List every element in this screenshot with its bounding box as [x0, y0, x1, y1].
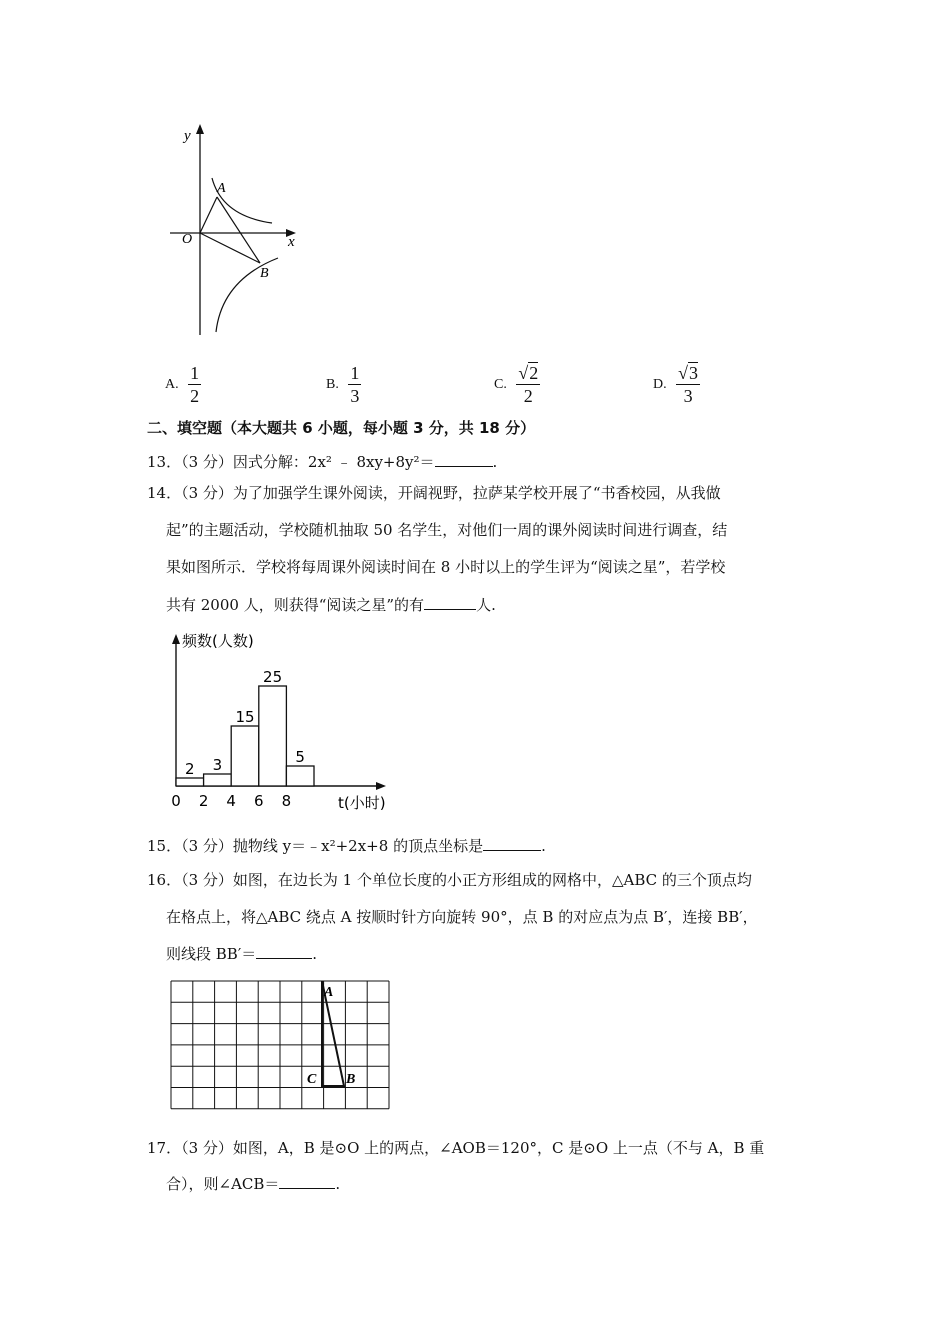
option-b[interactable] — [326, 363, 361, 407]
option-c-fraction: $\frac{√2}{2}$ — [518, 363, 539, 406]
x-axis-label: x — [288, 234, 295, 250]
y-axis-arrow — [196, 124, 204, 134]
q16-answer-blank[interactable] — [256, 944, 312, 959]
q17-line2-text: 合），则∠ACB＝ — [166, 1175, 280, 1193]
question-15 — [147, 832, 546, 860]
option-d[interactable] — [653, 363, 700, 407]
q13-answer-blank[interactable] — [435, 452, 493, 467]
option-c-radicand: 2 — [529, 363, 539, 383]
histogram-bar-0 — [176, 778, 204, 786]
q15-answer-blank[interactable] — [483, 836, 541, 851]
histogram-bar-1 — [204, 774, 232, 786]
histogram-bar-label-1: 3 — [212, 756, 223, 774]
option-d-radicand: 3 — [689, 363, 699, 383]
histogram-tick-8: 8 — [281, 792, 292, 810]
q14-line2: 起”的主题活动，学校随机抽取 50 名学生，对他们一周的课外阅读时间进行调查，结 — [166, 521, 728, 539]
histogram-bar-label-3: 25 — [263, 668, 283, 686]
q14-line4-text: 共有 2000 人，则获得“阅读之星”的有 — [166, 596, 425, 614]
q14-answer-blank[interactable] — [424, 595, 476, 610]
q16-line1: 16．（3 分）如图，在边长为 1 个单位长度的小正方形组成的网格中，△ABC 的三个顶点均 — [147, 871, 752, 889]
q16-line3-text: 则线段 BB′＝ — [166, 945, 257, 963]
grid-lines — [171, 981, 389, 1109]
origin-label: O — [182, 232, 193, 247]
grid-triangle-figure — [168, 978, 392, 1114]
q13-suffix: . — [492, 453, 498, 471]
q16-line2: 在格点上，将△ABC 绕点 A 按顺时针方向旋转 90°，点 B 的对应点为点 B′，连接 BB′， — [166, 908, 758, 926]
option-a-numerator: 1 — [190, 363, 200, 383]
histogram-tick-6: 6 — [254, 792, 264, 810]
option-a-denominator: 2 — [190, 386, 200, 406]
option-b-numerator: 1 — [350, 363, 360, 383]
histogram-y-label: 频数(人数) — [182, 632, 254, 650]
grid-label-c: C — [307, 1072, 317, 1087]
histogram-bar-label-4: 5 — [295, 748, 305, 766]
option-a-fraction — [188, 363, 201, 407]
histogram-bar-3 — [259, 686, 287, 786]
histogram-tick-4: 4 — [226, 792, 236, 810]
option-b-label: B. — [326, 377, 339, 392]
histogram-x-label: t(小时) — [338, 794, 386, 812]
option-a-label: A. — [165, 377, 179, 392]
option-c-denominator: 2 — [523, 386, 533, 406]
histogram-bar-label-0: 2 — [185, 760, 195, 778]
option-a[interactable] — [165, 363, 201, 407]
segment-ab — [217, 197, 260, 263]
q17-line2-suffix: . — [335, 1175, 341, 1193]
histogram-x-axis-arrow — [376, 782, 386, 790]
question-13 — [147, 448, 497, 476]
q17-line2 — [166, 1170, 340, 1198]
point-b-label: B — [260, 266, 269, 281]
option-d-denominator: 3 — [683, 386, 693, 406]
option-b-fraction — [348, 363, 361, 407]
q14-line4 — [166, 591, 496, 619]
q13-text: 13．（3 分）因式分解：2x² ﹣ 8xy+8y²＝ — [147, 453, 435, 471]
y-axis-label: y — [184, 128, 191, 144]
reading-time-histogram — [160, 622, 420, 822]
q15-suffix: . — [541, 837, 546, 855]
q17-line1: 17．（3 分）如图，A，B 是⊙O 上的两点，∠AOB＝120°，C 是⊙O 上一点（不与 A，B 重 — [147, 1139, 765, 1157]
q14-line3: 果如图所示．学校将每周课外阅读时间在 8 小时以上的学生评为“阅读之星”，若学校 — [166, 558, 726, 576]
q16-line3 — [166, 940, 317, 968]
q15-text: 15．（3 分）抛物线 y＝﹣x²+2x+8 的顶点坐标是 — [147, 837, 484, 855]
histogram-bar-label-2: 15 — [235, 708, 255, 726]
hyperbola-graph — [160, 120, 320, 340]
option-b-denominator: 3 — [350, 386, 360, 406]
histogram-tick-2: 2 — [198, 792, 209, 810]
option-d-fraction: $\frac{√3}{3}$ — [678, 363, 699, 406]
histogram-bar-2 — [231, 726, 259, 786]
option-c[interactable] — [494, 363, 540, 407]
q14-line4-suffix: 人. — [476, 596, 496, 614]
grid-label-a: A — [324, 985, 334, 1000]
histogram-bar-4 — [286, 766, 314, 786]
segment-ob — [200, 233, 260, 263]
option-d-label: D. — [653, 377, 667, 392]
segment-oa — [200, 197, 217, 233]
option-c-label: C. — [494, 377, 507, 392]
q17-answer-blank[interactable] — [279, 1174, 335, 1189]
hyperbola-branch-lower — [216, 258, 278, 332]
histogram-tick-0: 0 — [171, 792, 181, 810]
q16-line3-suffix: . — [312, 945, 318, 963]
grid-label-b: B — [346, 1072, 356, 1087]
q14-line1: 14．（3 分）为了加强学生课外阅读，开阔视野，拉萨某学校开展了“书香校园，从我做 — [147, 484, 721, 502]
histogram-y-axis-arrow — [172, 634, 180, 644]
point-a-label: A — [217, 181, 226, 196]
section-2-title: 二、填空题（本大题共 6 小题，每小题 3 分，共 18 分） — [147, 419, 536, 437]
